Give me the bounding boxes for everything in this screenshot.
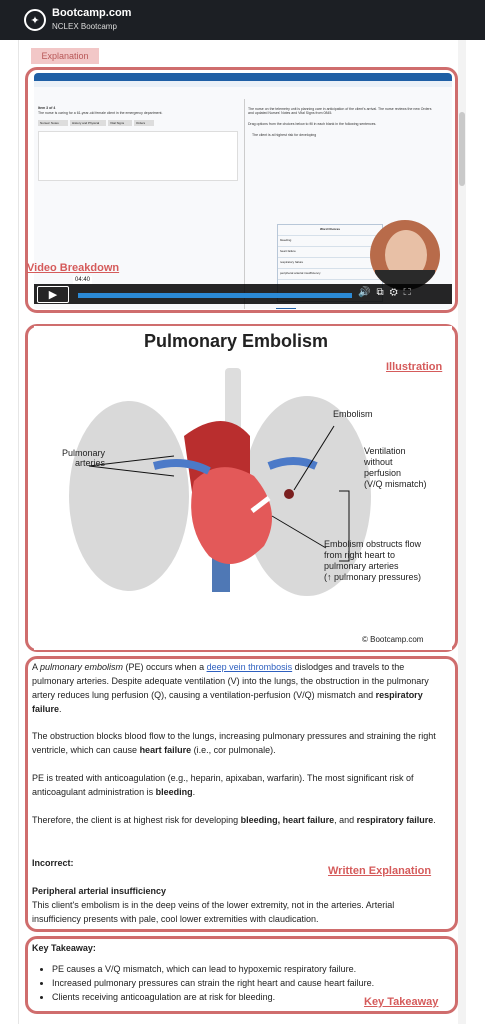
key-label: Key Takeaway [364,996,439,1008]
presenter-thumbnail [370,220,440,290]
list-item: • Increased pulmonary pressures can strain the right heart and cause heart failure. [52,976,436,990]
label-pulmonary-arteries: Pulmonary arteries [62,448,106,468]
label-ventilation: Ventilation without perfusion (V/Q mismatch) [364,446,427,489]
text: . [192,787,196,797]
text: The obstruction blocks blood flow to the lungs, increasing pulmonary pressures and straining the right ventricle, which can cause [32,731,436,755]
written-paragraph-1 [32,660,436,716]
text-italic: pulmonary embolism [40,662,124,672]
top-bar [0,0,485,40]
text: (i.e., cor pulmonale). [191,745,276,755]
written-paragraph-3 [32,771,436,799]
word-choice[interactable]: peripheral arterial insufficiency [278,269,382,280]
list-item: • Clients receiving anticoagulation are at risk for bleeding. [52,990,436,1004]
illustration-title: Pulmonary Embolism [144,331,329,351]
video-tab[interactable]: Vital Signs [108,120,132,126]
incorrect-heading: Incorrect: [32,858,74,868]
video-header-bar [34,73,452,81]
label-obstructs-flow: Embolism obstructs flow from right heart to pulmonary arteries (↑ pulmonary pressures) [324,539,422,582]
video-divider [244,99,245,309]
video-sentence: The client is at highest risk for developing [252,133,317,137]
list-item: • PE causes a V/Q mismatch, which can lead to hypoxemic respiratory failure. [52,962,436,976]
video-submit-button[interactable] [276,308,296,309]
video-notes-panel [38,131,238,181]
text: PE is treated with anticoagulation (e.g., heparin, apixaban, warfarin). The most significant risk of anticoagulant administration is [32,773,414,797]
word-choice[interactable]: heart failure [278,247,382,258]
written-paragraph-2 [32,729,436,757]
text: . [433,815,436,825]
video-tab[interactable]: History and Physical [70,120,106,126]
text: (PE) occurs when a [123,662,207,672]
text: dislodges and travels to the pulmonary arteries. Despite adequate ventilation (V) into the lungs, the obstruction in the pulmonary artery reduces lung perfusion (Q), causing a ventilation-perfusion (V/Q) mismatch and [32,662,429,700]
word-choices-title: Word Choices [278,225,382,236]
video-item-number: Item 3 of 4 [38,106,56,110]
video-drop-instruction: Drag options from the choices below to fill in each blank in the following sentences. [248,122,377,126]
written-paragraph-5: This client's embolism is in the deep veins of the lower extremity, not in the arteries. Arterial insufficiency presents with pale, cool lower extremities with claudication. [32,900,395,924]
incorrect-subhead: Peripheral arterial insufficiency [32,886,167,896]
video-progress-bar[interactable] [78,293,352,298]
scrollbar[interactable] [458,40,466,1024]
brand-name[interactable]: Bootcamp.com [52,7,132,19]
bootcamp-logo-icon[interactable]: ✦ [24,9,46,31]
illustration-copyright: © Bootcamp.com [362,635,424,644]
word-choice[interactable]: bleeding [278,236,382,247]
scrollbar-thumb[interactable] [459,112,465,186]
text: . [59,704,62,714]
illustration-label: Illustration [386,361,443,373]
play-icon[interactable]: ▶ [37,286,69,303]
video-instruction: The nurse is caring for a 61-year-old female client in the emergency department. [38,111,163,115]
dvt-link[interactable]: deep vein thrombosis [206,662,293,672]
text-bold: bleeding, heart failure [240,815,335,825]
explanation-tag: Explanation [31,48,99,64]
video-time: 04:40 [75,277,91,283]
video-tab[interactable]: Nurses' Notes [38,120,68,126]
written-label: Written Explanation [328,865,432,877]
text-bold: bleeding [155,787,193,797]
text-bold: respiratory failure [32,690,423,714]
text-bold: heart failure [139,745,192,755]
video-toolbar [34,81,452,87]
brand-subtitle: NCLEX Bootcamp [52,22,117,31]
video-breakdown-label: Video Breakdown [27,262,120,274]
video-control-icons[interactable]: 🔊⧉⚙⛶ [358,287,417,298]
label-embolism: Embolism [333,409,373,419]
text: , and [334,815,357,825]
video-tab[interactable]: Orders [134,120,154,126]
key-title: Key Takeaway: [32,943,96,953]
text-bold: respiratory failure [356,815,434,825]
word-choice[interactable]: respiratory failure [278,258,382,269]
text: A [32,662,41,672]
written-paragraph-4 [32,813,436,827]
text: Therefore, the client is at highest risk for developing [32,815,241,825]
video-right-text: The nurse on the telemetry unit is planning care in anticipation of the client's arrival. The nurse reviews the new Orders and updated Nurses' Notes and Vital Signs from 0845. [248,107,432,115]
